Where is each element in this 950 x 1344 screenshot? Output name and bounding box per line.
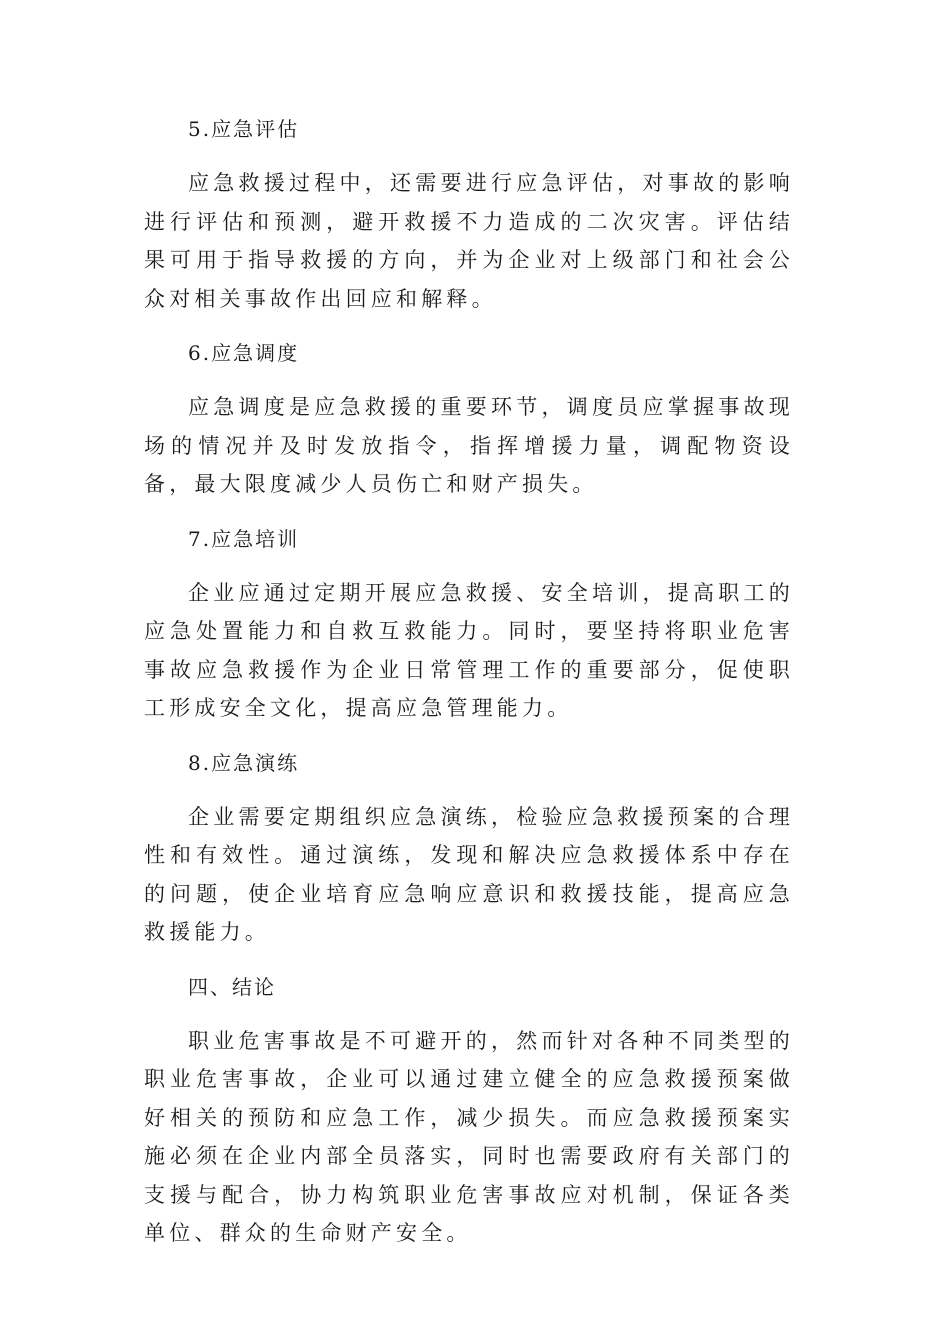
section-heading-emergency-assessment: 5.应急评估: [188, 117, 300, 141]
paragraph-conclusion: 职业危害事故是不可避开的，然而针对各种不同类型的职业危害事故，企业可以通过建立健全的应急救援预案做好相关的预防和应急工作，减少损失。而应急救援预案实施必须在企业内部全员落实，同时也需要政府有关部门的支援与配合，协力构筑职业危害事故应对机制，保证各类单位、群众的生命财产安全。: [144, 1028, 794, 1245]
paragraph-emergency-dispatch: 应急调度是应急救援的重要环节，调度员应掌握事故现场的情况并及时发放指令，指挥增援力量，调配物资设备，最大限度减少人员伤亡和财产损失。: [144, 395, 794, 496]
section-heading-emergency-dispatch: 6.应急调度: [188, 341, 300, 365]
section-heading-emergency-training: 7.应急培训: [188, 526, 300, 551]
paragraph-emergency-drill: 企业需要定期组织应急演练，检验应急救援预案的合理性和有效性。通过演练，发现和解决应急救援体系中存在的问题，使企业培育应急响应意识和救援技能，提高应急救援能力。: [144, 804, 794, 944]
section-heading-emergency-drill: 8.应急演练: [188, 750, 300, 775]
section-heading-conclusion: 四、结论: [188, 974, 276, 999]
paragraph-emergency-training: 企业应通过定期开展应急救援、安全培训，提高职工的应急处置能力和自救互救能力。同时，要坚持将职业危害事故应急救援作为企业日常管理工作的重要部分，促使职工形成安全文化，提高应急管理能力。: [144, 580, 794, 720]
paragraph-emergency-assessment: 应急救援过程中，还需要进行应急评估，对事故的影响进行评估和预测，避开救援不力造成的二次灾害。评估结果可用于指导救援的方向，并为企业对上级部门和社会公众对相关事故作出回应和解释。: [144, 171, 794, 311]
document-page: [144, 110, 794, 1253]
